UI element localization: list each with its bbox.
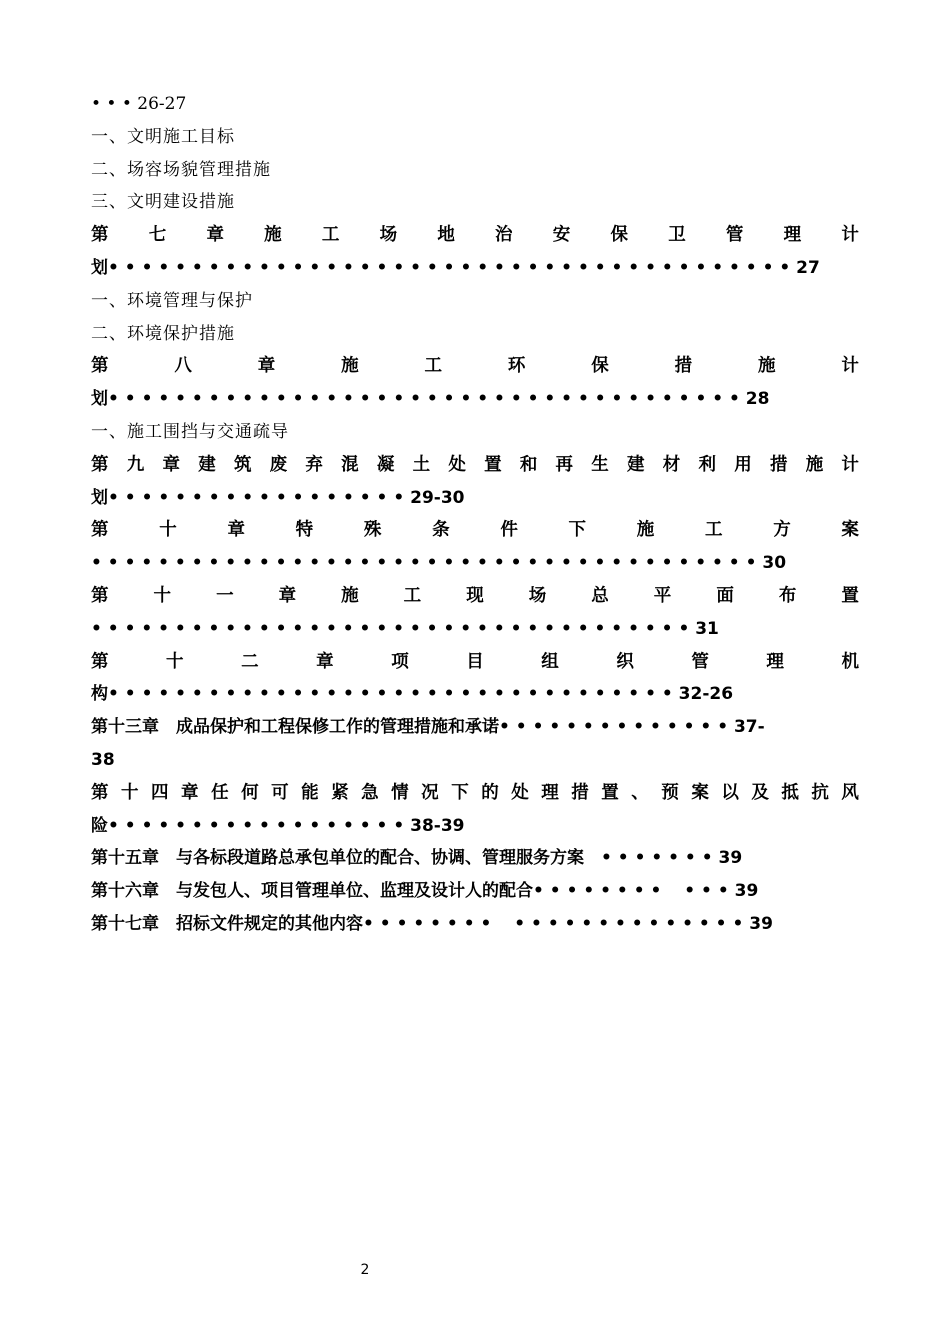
title-char: 理 bbox=[541, 782, 559, 803]
toc-line-continuation: • • • 26-27 bbox=[91, 94, 187, 114]
toc-chapter-8-title bbox=[91, 350, 859, 383]
toc-chapter-11-tail: • • • • • • • • • • • • • • • • • • • • • • • • • • • • • • • • • • • • 31 bbox=[91, 618, 719, 639]
title-char: 十 bbox=[153, 585, 172, 606]
title-char: 面 bbox=[716, 585, 734, 606]
title-char: 特 bbox=[295, 520, 314, 541]
title-char: 风 bbox=[841, 782, 859, 803]
title-char: 任 bbox=[211, 782, 229, 803]
title-char: 预 bbox=[661, 782, 679, 803]
title-char: 施 bbox=[805, 454, 824, 475]
title-char: 措 bbox=[571, 782, 589, 803]
title-char: 第 bbox=[91, 520, 109, 541]
title-char: 的 bbox=[481, 782, 499, 803]
toc-chapter-7-title bbox=[91, 219, 859, 252]
title-char: 第 bbox=[91, 651, 109, 672]
title-char: 材 bbox=[662, 454, 681, 475]
title-char: 可 bbox=[271, 782, 289, 803]
toc-sub-item: 一、施工围挡与交通疏导 bbox=[91, 421, 289, 442]
toc-chapter-17: 第十七章 招标文件规定的其他内容• • • • • • • • • • • • • • • • • • • • • • 39 bbox=[91, 913, 773, 934]
title-char: 组 bbox=[541, 651, 559, 672]
title-char: 保 bbox=[591, 356, 609, 377]
toc-chapter-15: 第十五章 与各标段道路总承包单位的配合、协调、管理服务方案 • • • • • • • 39 bbox=[91, 848, 743, 869]
title-char: 布 bbox=[778, 585, 797, 606]
title-char: 计 bbox=[841, 356, 859, 377]
toc-chapter-12-tail: 构• • • • • • • • • • • • • • • • • • • • • • • • • • • • • • • • • • 32-26 bbox=[91, 684, 734, 705]
title-char: 建 bbox=[627, 454, 645, 475]
title-char: 工 bbox=[321, 225, 340, 246]
title-char: 工 bbox=[403, 585, 422, 606]
toc-page bbox=[91, 88, 859, 941]
title-char: 章 bbox=[257, 356, 276, 377]
title-char: 置 bbox=[484, 454, 502, 475]
title-char: 章 bbox=[316, 651, 334, 672]
title-char: 用 bbox=[734, 454, 752, 475]
title-char: 和 bbox=[519, 454, 538, 475]
title-char: 工 bbox=[424, 356, 442, 377]
toc-sub-item: 二、环境保护措施 bbox=[91, 323, 235, 344]
toc-sub-item: 一、文明施工目标 bbox=[91, 126, 235, 147]
toc-sub-item: 一、环境管理与保护 bbox=[91, 290, 253, 311]
title-char: 环 bbox=[507, 356, 526, 377]
title-char: 施 bbox=[341, 585, 359, 606]
title-char: 以 bbox=[721, 782, 739, 803]
title-char: 处 bbox=[511, 782, 529, 803]
title-char: 平 bbox=[653, 585, 672, 606]
title-char: 织 bbox=[616, 651, 634, 672]
title-char: 七 bbox=[148, 225, 167, 246]
toc-chapter-12-title bbox=[91, 646, 859, 679]
title-char: 下 bbox=[568, 520, 587, 541]
title-char: 管 bbox=[725, 225, 744, 246]
title-char: 施 bbox=[636, 520, 655, 541]
title-char: 急 bbox=[361, 782, 379, 803]
title-char: 地 bbox=[437, 225, 455, 246]
toc-chapter-9-tail: 划• • • • • • • • • • • • • • • • • • 29-30 bbox=[91, 487, 465, 508]
title-char: 生 bbox=[591, 454, 609, 475]
title-char: 建 bbox=[198, 454, 216, 475]
title-char: 施 bbox=[341, 356, 359, 377]
title-char: 理 bbox=[783, 225, 802, 246]
title-char: 混 bbox=[341, 454, 359, 475]
title-char: 抗 bbox=[811, 782, 829, 803]
title-char: 管 bbox=[691, 651, 709, 672]
toc-chapter-10-tail: • • • • • • • • • • • • • • • • • • • • • • • • • • • • • • • • • • • • • • • • 30 bbox=[91, 553, 787, 574]
title-char: 计 bbox=[841, 225, 859, 246]
title-char: 十 bbox=[121, 782, 139, 803]
title-char: 章 bbox=[227, 520, 245, 541]
title-char: 目 bbox=[466, 651, 484, 672]
title-char: 十 bbox=[166, 651, 184, 672]
title-char: 卫 bbox=[668, 225, 686, 246]
title-char: 再 bbox=[555, 454, 574, 475]
title-char: 八 bbox=[174, 356, 192, 377]
toc-chapter-14-title bbox=[91, 777, 859, 810]
toc-chapter-8-tail: 划• • • • • • • • • • • • • • • • • • • • • • • • • • • • • • • • • • • • • • 28 bbox=[91, 389, 770, 410]
title-char: 章 bbox=[278, 585, 297, 606]
title-char: 安 bbox=[552, 225, 571, 246]
title-char: 第 bbox=[91, 225, 109, 246]
title-char: 情 bbox=[391, 782, 409, 803]
title-char: 场 bbox=[528, 585, 547, 606]
title-char: 四 bbox=[151, 782, 169, 803]
toc-chapter-13: 第十三章 成品保护和工程保修工作的管理措施和承诺• • • • • • • • • • • • • • 37- bbox=[91, 717, 765, 738]
page-number: 2 bbox=[360, 1262, 370, 1278]
title-char: 下 bbox=[451, 782, 469, 803]
title-char: 方 bbox=[773, 520, 791, 541]
title-char: 十 bbox=[159, 520, 177, 541]
title-char: 能 bbox=[301, 782, 319, 803]
title-char: 工 bbox=[704, 520, 723, 541]
title-char: 、 bbox=[631, 782, 649, 803]
toc-chapter-16: 第十六章 与发包人、项目管理单位、监理及设计人的配合• • • • • • • • • • • 39 bbox=[91, 881, 759, 902]
toc-chapter-9-title bbox=[91, 449, 859, 482]
title-char: 置 bbox=[841, 585, 859, 606]
toc-sub-item: 二、场容场貌管理措施 bbox=[91, 159, 271, 180]
title-char: 紧 bbox=[331, 782, 349, 803]
title-char: 机 bbox=[841, 651, 859, 672]
title-char: 抵 bbox=[781, 782, 799, 803]
title-char: 总 bbox=[591, 585, 609, 606]
title-char: 章 bbox=[206, 225, 224, 246]
title-char: 条 bbox=[432, 520, 450, 541]
title-char: 第 bbox=[91, 585, 109, 606]
title-char: 置 bbox=[601, 782, 619, 803]
toc-sub-item: 三、文明建设措施 bbox=[91, 192, 235, 213]
title-char: 治 bbox=[495, 225, 513, 246]
title-char: 处 bbox=[448, 454, 466, 475]
title-char: 件 bbox=[500, 520, 518, 541]
title-char: 利 bbox=[698, 454, 716, 475]
title-char: 章 bbox=[162, 454, 180, 475]
title-char: 案 bbox=[841, 520, 859, 541]
title-char: 现 bbox=[466, 585, 484, 606]
title-char: 施 bbox=[758, 356, 776, 377]
title-char: 场 bbox=[379, 225, 398, 246]
toc-chapter-13-tail: 38 bbox=[91, 749, 115, 770]
title-char: 及 bbox=[751, 782, 769, 803]
title-char: 筑 bbox=[233, 454, 252, 475]
title-char: 施 bbox=[264, 225, 282, 246]
title-char: 土 bbox=[412, 454, 431, 475]
title-char: 措 bbox=[674, 356, 693, 377]
title-char: 二 bbox=[241, 651, 259, 672]
title-char: 措 bbox=[769, 454, 788, 475]
toc-chapter-10-title bbox=[91, 514, 859, 547]
title-char: 案 bbox=[691, 782, 709, 803]
title-char: 第 bbox=[91, 356, 109, 377]
toc-chapter-11-title bbox=[91, 580, 859, 613]
title-char: 废 bbox=[269, 454, 288, 475]
title-char: 弃 bbox=[305, 454, 323, 475]
title-char: 计 bbox=[841, 454, 859, 475]
toc-chapter-14-tail: 险• • • • • • • • • • • • • • • • • • 38-39 bbox=[91, 815, 465, 836]
title-char: 凝 bbox=[376, 454, 395, 475]
title-char: 况 bbox=[421, 782, 439, 803]
title-char: 第 bbox=[91, 782, 109, 803]
title-char: 九 bbox=[126, 454, 145, 475]
title-char: 何 bbox=[241, 782, 259, 803]
toc-chapter-7-tail: 划• • • • • • • • • • • • • • • • • • • • • • • • • • • • • • • • • • • • • • • • • 27 bbox=[91, 257, 820, 278]
title-char: 项 bbox=[391, 651, 409, 672]
title-char: 第 bbox=[91, 454, 109, 475]
title-char: 殊 bbox=[363, 520, 382, 541]
title-char: 章 bbox=[181, 782, 199, 803]
title-char: 保 bbox=[610, 225, 628, 246]
title-char: 理 bbox=[766, 651, 784, 672]
title-char: 一 bbox=[216, 585, 234, 606]
